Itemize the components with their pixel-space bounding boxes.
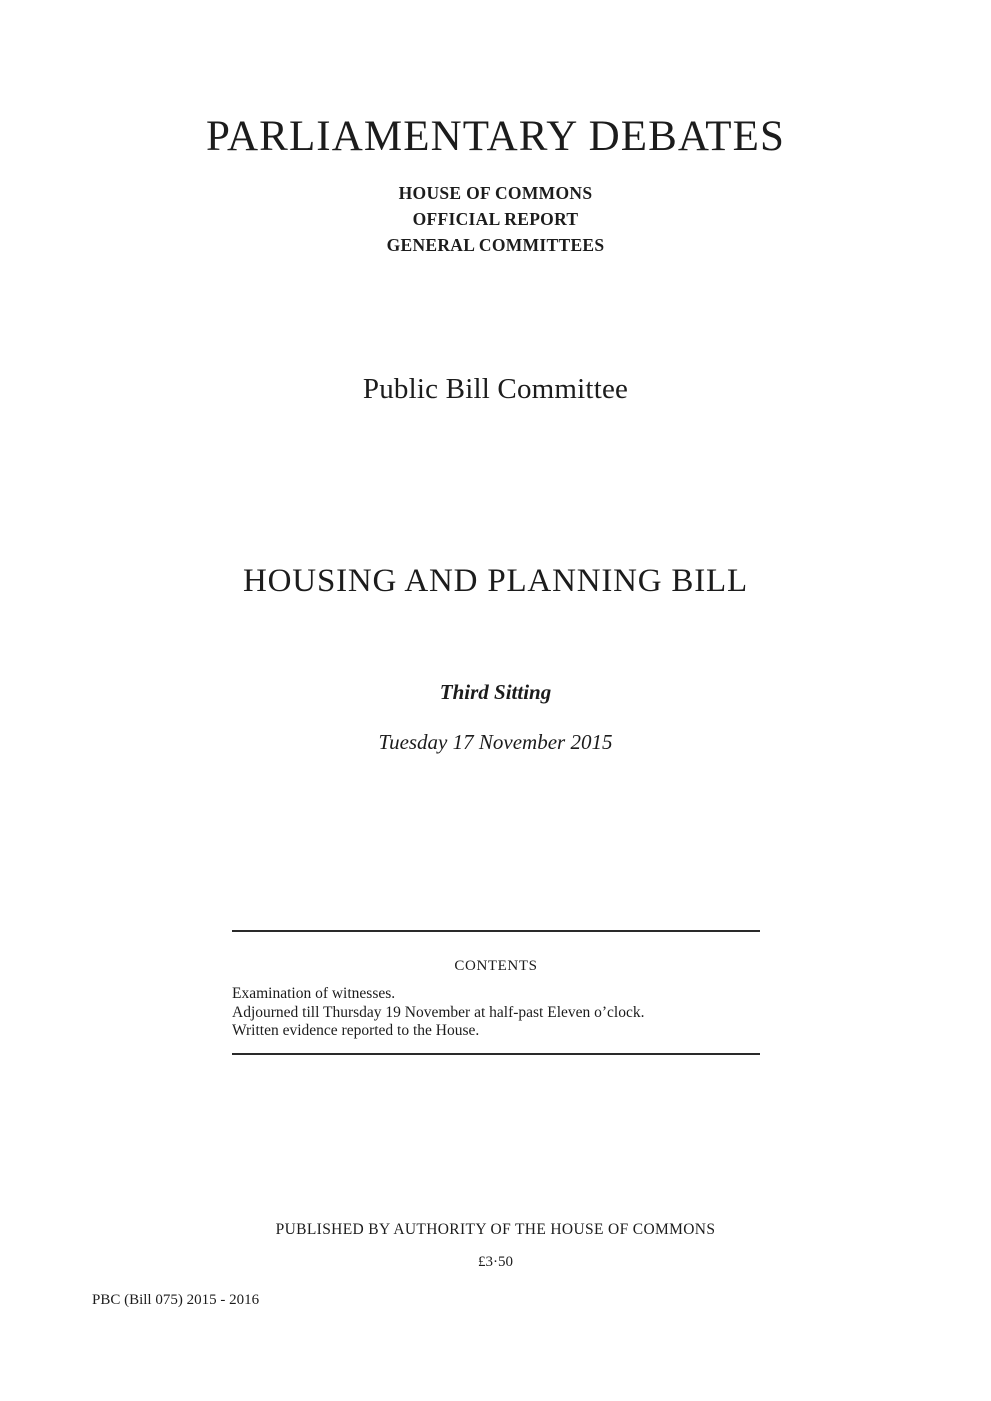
masthead-subtitle-committees: GENERAL COMMITTEES (386, 235, 605, 255)
masthead-subtitle-house: HOUSE OF COMMONS (398, 183, 593, 203)
price-label: £3·50 (478, 1254, 513, 1270)
contents-heading: CONTENTS (454, 958, 538, 974)
committee-name: Public Bill Committee (362, 373, 629, 405)
contents-rule-bottom (232, 1053, 760, 1055)
bill-title: HOUSING AND PLANNING BILL (243, 563, 748, 599)
footer (0, 1219, 991, 1272)
masthead-subtitle-report: OFFICIAL REPORT (412, 209, 579, 229)
contents-list-item: Examination of witnesses. (232, 985, 396, 1002)
sitting-info (0, 678, 991, 756)
contents-list-item: Adjourned till Thursday 19 November at half-past Eleven o’clock. (232, 1003, 645, 1021)
masthead-subtitle-group (0, 180, 991, 258)
sitting-date: Tuesday 17 November 2015 (378, 730, 613, 754)
publication-title: PARLIAMENTARY DEBATES (205, 113, 786, 160)
contents-list (232, 985, 760, 1041)
sitting-number: Third Sitting (439, 680, 552, 704)
contents-list-item: Written evidence reported to the House. (232, 1022, 480, 1039)
contents-section (232, 930, 760, 1055)
publisher-statement: PUBLISHED BY AUTHORITY OF THE HOUSE OF COMMONS (275, 1221, 716, 1238)
masthead (0, 112, 991, 258)
contents-rule-top (232, 930, 760, 932)
document-reference: PBC (Bill 075) 2015 - 2016 (92, 1292, 260, 1308)
